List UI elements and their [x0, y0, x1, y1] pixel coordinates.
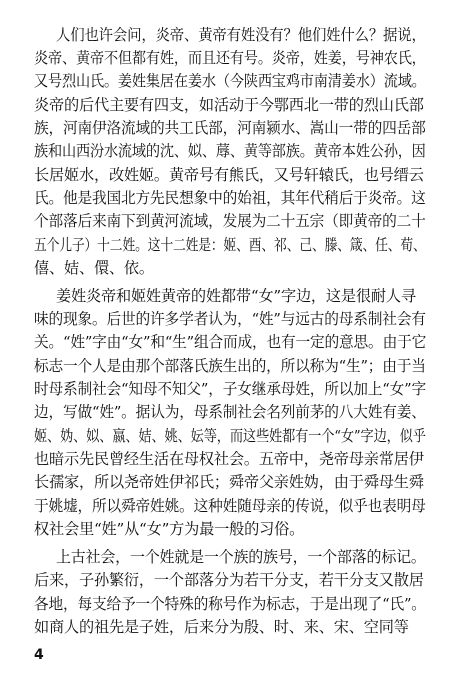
- text-line: 关。“姓”字由“女”和“生”组合而成，也有一定的意思。由于它: [34, 333, 427, 351]
- text-line: 族，河南伊洛流域的共工氏部，河南颍水、嵩山一带的四岳部: [34, 119, 426, 137]
- page-number: 4: [34, 647, 44, 663]
- text-line: 姜姓炎帝和姬姓黄帝的姓都带“女”字边，这是很耐人寻: [56, 287, 416, 305]
- text-line: 上古社会，一个姓就是一个族的族号，一个部落的标记。: [56, 548, 426, 566]
- text-line: 于姚墟，所以舜帝姓姚。这种姓随母亲的传说，似乎也表明母: [34, 497, 426, 515]
- text-line: 如商人的祖先是子姓，后来分为殷、时、来、宋、空同等: [34, 618, 409, 636]
- text-line: 时母系制社会“知母不知父”，子女继承母姓，所以加上“女”字: [34, 380, 426, 398]
- text-line: 长孺家，所以尧帝姓伊祁氏；舜帝父亲姓妫，由于舜母生舜: [34, 473, 424, 491]
- text-line: 边，写做“姓”。据认为，母系制社会名列前茅的八大姓有姜、: [34, 403, 426, 421]
- text-line: 后来，子孙繁衍，一个部落分为若干分支，若干分支又散居: [34, 571, 424, 589]
- text-line: 炎帝、黄帝不但都有姓，而且还有号。炎帝，姓姜，号神农氏，: [34, 49, 426, 67]
- text-line: 权社会里“姓”从“女”方为最一般的习俗。: [34, 520, 305, 538]
- text-line: 标志一个人是由那个部落氏族生出的，所以称为“生”；由于当: [34, 357, 426, 375]
- text-line: 氏。他是我国北方先民想象中的始祖，其年代稍后于炎帝。这: [34, 189, 426, 207]
- text-line: 也暗示先民曾经生活在母权社会。五帝中，尧帝母亲常居伊: [34, 450, 424, 468]
- text-line: 僖、姞、儇、依。: [34, 259, 154, 277]
- text-line: 各地，每支给予一个特殊的称号作为标志，于是出现了“氏”。: [34, 595, 426, 613]
- text-line: 姬、妫、姒、嬴、姞、姚、妘等，而这些姓都有一个“女”字边，似乎: [34, 427, 426, 445]
- text-line: 味的现象。后世的许多学者认为，“姓”与远古的母系制社会有: [34, 310, 426, 328]
- text-line: 炎帝的后代主要有四支，如活动于今鄂西北一带的烈山氏部: [34, 96, 424, 114]
- text-line: 人们也许会问，炎帝、黄帝有姓没有？他们姓什么？据说，: [56, 26, 426, 44]
- text-line: 长居姬水，改姓姬。黄帝号有熊氏，又号轩辕氏，也号缙云: [34, 166, 424, 184]
- text-line: 族和山西汾水流域的沈、姒、蓐、黄等部族。黄帝本姓公孙，因: [34, 142, 426, 160]
- text-line: 个部落后来南下到黄河流域，发展为二十五宗（即黄帝的二十: [34, 212, 426, 230]
- text-line: 又号烈山氏。姜姓集居在姜水（今陕西宝鸡市南清姜水）流域。: [34, 72, 426, 90]
- text-line: 五个儿子）十二姓。这十二姓是：姬、酉、祁、己、滕、箴、任、荀、: [34, 236, 426, 254]
